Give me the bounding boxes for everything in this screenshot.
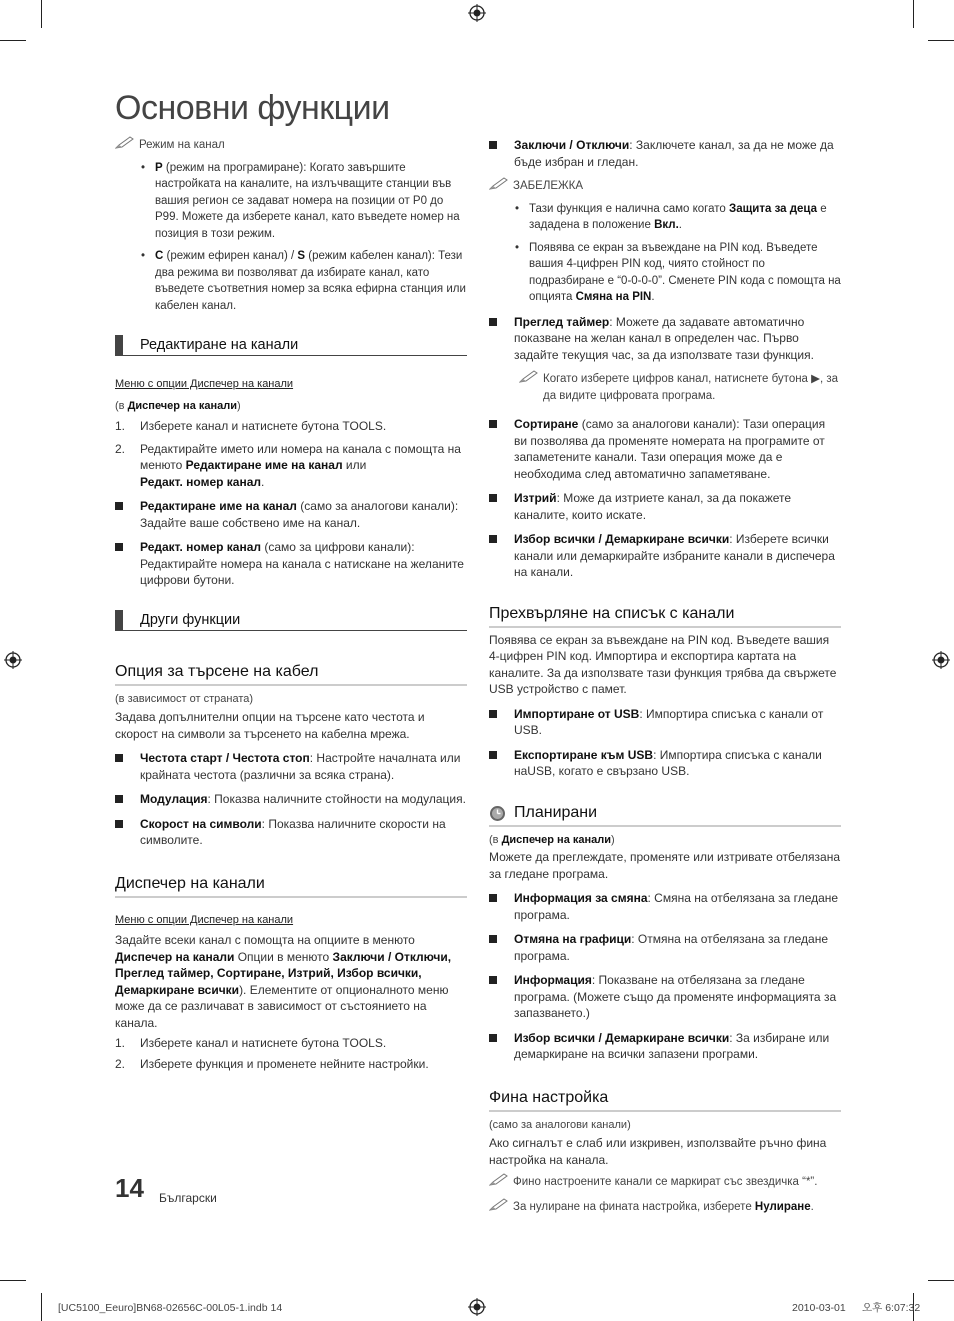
- heading-cable-search: Опция за търсене на кабел: [115, 661, 467, 686]
- crop-mark: [41, 1293, 42, 1321]
- registration-mark-icon: [468, 1298, 486, 1316]
- footer-file: [UC5100_Eeuro]BN68-02656C-00L05-1.indb 14: [58, 1302, 283, 1314]
- menu-path: Меню с опции Диспечер на канали: [115, 378, 294, 390]
- page-number: 14: [115, 1173, 144, 1203]
- section-heading: Други функции: [115, 610, 467, 631]
- heading-channel-list-transfer: Прехвърляне на списък с канали: [489, 603, 841, 628]
- pencil-note-icon: [489, 1173, 509, 1187]
- clock-icon: [489, 805, 506, 822]
- pencil-note-icon: [519, 370, 539, 384]
- list-item: Честота старт / Честота стоп: Настройте началната или крайната честота (различни за всяка страна).: [115, 750, 467, 783]
- context-note: (в Диспечер на канали): [115, 399, 241, 412]
- paragraph: Появява се екран за въвеждане на PIN код. Въведете вашия 4-цифрен PIN код. Импортира и експортира картата на каналите. За да използвате тази функция трябва да свържете USB устройство с памет.: [489, 632, 837, 696]
- registration-mark-icon: [4, 651, 22, 669]
- list-item: Избор всички / Демаркиране всички: Изберете всички канали или демаркирайте избраните канали в диспечера на канали.: [489, 531, 841, 581]
- list-item: • P (режим на програмиране): Когато завършите настройката на каналите, на излъчващите станции във вашия регион се задават номера на позиции от P0 до P99. Можете да изберете канал, като въведете номер на позиция в този режим.: [141, 161, 460, 240]
- list-item: Заключи / Отключи: Заключете канал, за да не може да бъде избран и гледан.: [489, 137, 841, 170]
- list-item: Изтрий: Може да изтриете канал, за да покажете каналите, които искате.: [489, 490, 841, 523]
- registration-mark-icon: [932, 651, 950, 669]
- list-item: • Появява се екран за въвеждане на PIN код. Въведете вашия 4-цифрен PIN код, чиято стойност по подразбиране е “0-0-0-0”. Сменете PIN кода с помощта на опцията Смяна на PIN.: [515, 241, 841, 303]
- right-column: [489, 137, 841, 1215]
- note: [519, 371, 841, 404]
- crop-mark: [0, 40, 26, 41]
- note: [489, 1174, 841, 1191]
- heading-fine-tune: Фина настройка: [489, 1087, 841, 1112]
- note-title: ЗАБЕЛЕЖКА: [513, 180, 584, 192]
- heading-channel-manager: Диспечер на канали: [115, 873, 467, 898]
- page-title: Основни функции: [115, 89, 390, 127]
- note-text: Режим на канал: [139, 139, 225, 151]
- footer-date: 2010-03-01: [792, 1302, 846, 1314]
- list-item: Информация за смяна: Смяна на отбелязана за гледане програма.: [489, 890, 841, 923]
- list-item: • Тази функция е налична само когато Защита за деца е зададена в положение Вкл..: [515, 202, 827, 231]
- list-item: Отмяна на графици: Отмяна на отбелязана за гледане програма.: [489, 931, 841, 964]
- list-item: Модулация: Показва наличните стойности на модулация.: [115, 791, 467, 808]
- list-item: Избор всички / Демаркиране всички: За избиране или демаркиране на всички запазени програми.: [489, 1030, 841, 1063]
- pencil-note-icon: [489, 1198, 509, 1212]
- list-item: Експортиране към USB: Импортира списъка с канали наUSB, когато е свързано USB.: [489, 747, 841, 780]
- list-item: Импортиране от USB: Импортира списъка с канали от USB.: [489, 706, 841, 739]
- page-language: Български: [159, 1191, 217, 1205]
- note: За нулиране на фината настройка, изберете Нулиране.: [489, 1199, 841, 1216]
- note: [489, 178, 841, 195]
- context-note: (в Диспечер на канали): [489, 833, 615, 846]
- crop-mark: [928, 40, 954, 41]
- menu-path: Меню с опции Диспечер на канали: [115, 913, 294, 926]
- registration-mark-icon: [468, 4, 486, 22]
- pencil-note-icon: [115, 136, 135, 150]
- crop-mark: [41, 0, 42, 28]
- footer-time: 오후 6:07:32: [862, 1302, 921, 1314]
- step-item: 2. Редактирайте името или номера на канала с помощта на менюто Редактиране име на канал или Редакт. номер канал.: [115, 441, 461, 489]
- left-column: [115, 137, 467, 1076]
- step-item: 2. Изберете функция и променете нейните настройки.: [115, 1056, 429, 1071]
- note-text: Когато изберете цифров канал, натиснете бутона ▶, за да видите цифровата програма.: [543, 373, 839, 402]
- pencil-note-icon: [489, 177, 509, 191]
- note: [115, 137, 467, 154]
- list-item: • C (режим ефирен канал) / S (режим кабелен канал): Тези два режима ви позволяват да избирате канал, като въведете съответния номер за всяка ефирна станция или кабелен канал.: [141, 250, 466, 312]
- step-item: 1. Изберете канал и натиснете бутона TOOLS.: [115, 419, 387, 433]
- list-item: Редакт. номер канал (само за цифрови канали): Редактирайте номера на канала с натискане на желаните цифрови бутони.: [115, 539, 467, 589]
- paragraph: Ако сигналът е слаб или изкривен, използвайте ръчно фина настройка на канала.: [489, 1136, 827, 1167]
- list-item: Скорост на символи: Показва наличните скорости на символите.: [115, 816, 467, 849]
- note-text: Фино настроените канали се маркират със звездичка “*”.: [513, 1176, 818, 1188]
- list-item: Сортиране (само за аналогови канали): Тази операция ви позволява да променяте номерата на програмите от запаметените канали. Тази операция може да е необходима след автоматично запаметяване.: [489, 416, 841, 482]
- list-item: Информация: Показване на отбелязана за гледане програма. (Можете също да променяте информацията за запазването.): [489, 972, 841, 1022]
- paragraph: Задава допълнителни опции на търсене като честота и скорост на символи за търсенето на кабелна мрежа.: [115, 710, 425, 741]
- list-item: Преглед таймер: Можете да задавате автоматично показване на желан канал в определен час. Първо задайте текущия час, за да използвате тази функция.: [489, 314, 841, 364]
- list-item: Редактиране име на канал (само за аналогови канали): Задайте ваше собствено име на канал.: [115, 498, 467, 531]
- paragraph: Задайте всеки канал с помощта на опциите в менюто Диспечер на канали Опции в менюто Заключи / Отключи, Преглед таймер, Сортиране, Изтрий, Избор всички, Демаркиране всички). Елементите от опционалното меню може да се различават в зависимост от състоянието на канала.: [115, 933, 452, 1030]
- dependency-note: (в зависимост от страната): [115, 692, 254, 705]
- crop-mark: [928, 1280, 954, 1281]
- heading-scheduled: Планирани: [489, 802, 841, 827]
- crop-mark: [0, 1280, 26, 1281]
- crop-mark: [913, 0, 914, 28]
- dependency-note: (само за аналогови канали): [489, 1118, 631, 1131]
- step-item: 1. Изберете канал и натиснете бутона TOOLS.: [115, 1036, 387, 1050]
- paragraph: Можете да преглеждате, променяте или изтривате отбелязана за гледане програма.: [489, 850, 840, 881]
- section-heading: Редактиране на канали: [115, 335, 467, 356]
